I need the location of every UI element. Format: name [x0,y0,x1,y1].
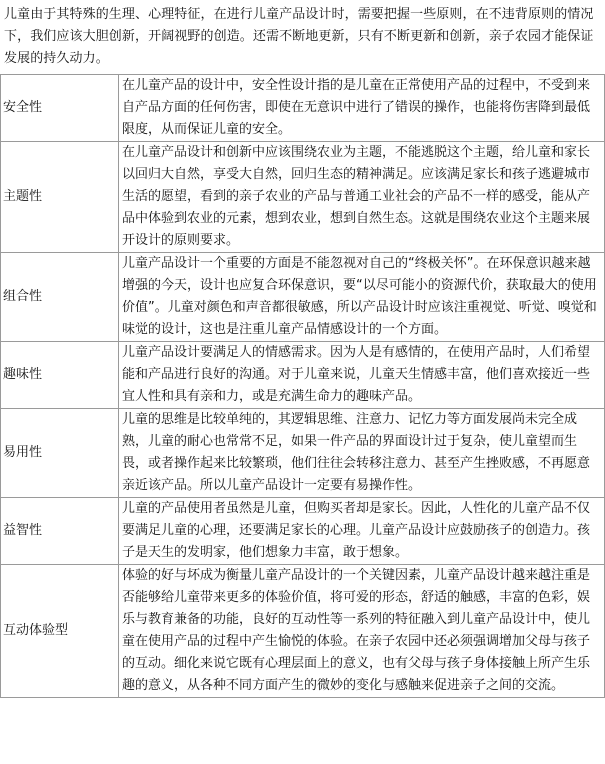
principle-name: 组合性 [1,253,119,342]
table-row [1,75,605,142]
table-row [1,409,605,498]
table-row [1,565,605,698]
table-row [1,142,605,253]
principle-description: 在儿童产品设计和创新中应该围绕农业为主题，不能逃脱这个主题，给儿童和家长以回归大自然，享受大自然，回归生态的精神满足。应该满足家长和孩子逃避城市生活的愿望，看到的亲子农业的产品与普通工业社会的产品不一样的感受，能从产品中体验到农业的元素，想到农业，想到自然生态。这就是围绕农业这个主题来展开设计的原则要求。 [119,142,605,253]
principle-name: 主题性 [1,142,119,253]
table-row [1,342,605,409]
principle-description: 体验的好与坏成为衡量儿童产品设计的一个关键因素，儿童产品设计越来越注重是否能够给儿童带来更多的体验价值，将可爱的形态，舒适的触感，丰富的色彩，娱乐与教育兼备的功能，良好的互动性等一系列的特征融入到儿童产品设计中，使儿童在使用产品的过程中产生愉悦的体验。在亲子农园中还必须强调增加父母与孩子的互动。细化来说它既有心理层面上的意义，也有父母与孩子身体接触上所产生乐趣的意义，从各种不同方面产生的微妙的变化与感触来促进亲子之间的交流。 [119,565,605,698]
principle-description: 在儿童产品的设计中，安全性设计指的是儿童在正常使用产品的过程中，不受到来自产品方面的任何伤害，即使在无意识中进行了错误的操作，也能将伤害降到最低限度，从而保证儿童的安全。 [119,75,605,142]
principle-name: 益智性 [1,498,119,565]
principle-description: 儿童产品设计要满足人的情感需求。因为人是有感情的，在使用产品时，人们希望能和产品进行良好的沟通。对于儿童来说，儿童天生情感丰富，他们喜欢接近一些宜人性和具有亲和力，或是充满生命力的趣味产品。 [119,342,605,409]
principle-name: 安全性 [1,75,119,142]
principle-description: 儿童的思维是比较单纯的，其逻辑思维、注意力、记忆力等方面发展尚未完全成熟，儿童的耐心也常常不足，如果一件产品的界面设计过于复杂，使儿童望而生畏，或者操作起来比较繁琐，他们往往会转移注意力、甚至产生挫败感，不再愿意亲近该产品。所以儿童产品设计一定要有易操作性。 [119,409,605,498]
design-principles-table [0,74,605,698]
principle-description: 儿童产品设计一个重要的方面是不能忽视对自己的“终极关怀”。在环保意识越来越增强的今天，设计也应复合环保意识，要“以尽可能小的资源代价，获取最大的使用价值”。儿童对颜色和声音都很敏感，所以产品设计时应该注重视觉、听觉、嗅觉和味觉的设计，这也是注重儿童产品情感设计的一个方面。 [119,253,605,342]
intro-paragraph: 儿童由于其特殊的生理、心理特征，在进行儿童产品设计时，需要把握一些原则，在不违背原则的情况下，我们应该大胆创新，开阔视野的创造。还需不断地更新，只有不断更新和创新，亲子农园才能保证发展的持久动力。 [4,7,594,66]
principle-name: 易用性 [1,409,119,498]
principle-description: 儿童的产品使用者虽然是儿童，但购买者却是家长。因此，人性化的儿童产品不仅要满足儿童的心理，还要满足家长的心理。儿童产品设计应鼓励孩子的创造力。孩子是天生的发明家，他们想象力丰富，敢于想象。 [119,498,605,565]
principle-name: 趣味性 [1,342,119,409]
table-row [1,498,605,565]
principle-name: 互动体验型 [1,565,119,698]
table-row [1,253,605,342]
